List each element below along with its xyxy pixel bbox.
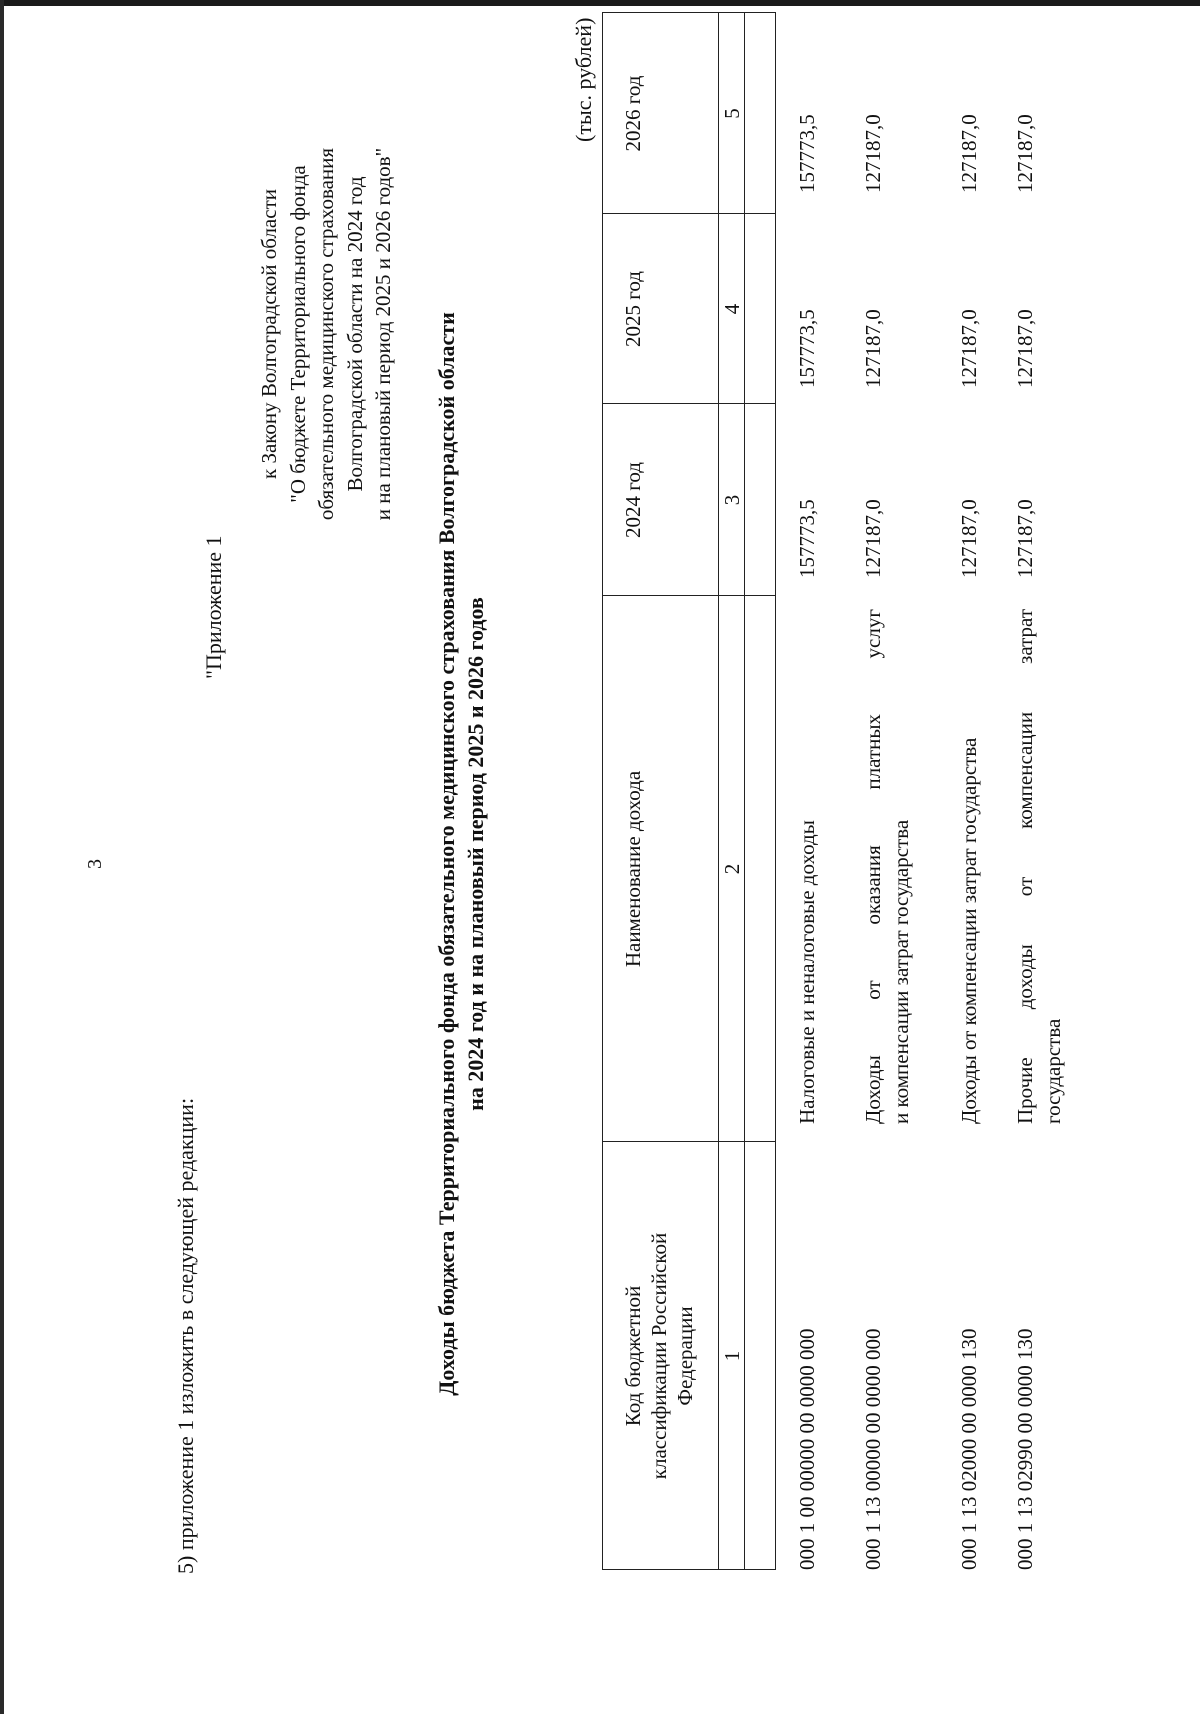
annex-line: Волгоградской области на 2024 год	[342, 176, 367, 492]
header-2025: 2025 год	[621, 271, 645, 347]
header-name: Наименование дохода	[621, 770, 645, 968]
document-title-line1: Доходы бюджета Территориального фонда обязательного медицинского страхования Волгоградской области	[434, 312, 459, 1396]
row-name	[1011, 609, 1067, 1124]
row-value-2025: 127187,0	[861, 309, 885, 388]
page-number: 3	[84, 859, 106, 869]
annex-line: и на плановый период 2025 и 2026 годов"	[371, 147, 395, 521]
document-title	[432, 234, 490, 1474]
row-value-2026: 157773,5	[795, 114, 819, 193]
column-number: 3	[720, 494, 744, 506]
row-code: 000 1 13 00000 00 0000 000	[861, 1328, 885, 1570]
row-name-line: государства	[1041, 1018, 1065, 1124]
table-border-top	[602, 12, 603, 1570]
column-number: 4	[720, 303, 744, 315]
row-name-line: Прочие доходы от компенсации затрат	[1013, 609, 1037, 1124]
row-name: Доходы от компенсации затрат государства	[957, 737, 981, 1124]
row-code: 000 1 13 02990 00 0000 130	[1013, 1328, 1037, 1570]
header-code: Код бюджетной классификации Российской Федерации	[621, 1232, 697, 1480]
row-code: 000 1 00 00000 00 0000 000	[795, 1328, 819, 1570]
row-value-2024: 127187,0	[1013, 499, 1037, 578]
row-name-line: Доходы от оказания платных услуг	[861, 609, 885, 1124]
row-value-2026: 127187,0	[1013, 114, 1037, 193]
annex-line: к Закону Волгоградской области	[257, 189, 281, 479]
column-number: 2	[720, 863, 744, 875]
row-name-line: и компенсации затрат государства	[889, 819, 913, 1124]
unit-label: (тыс. рублей)	[571, 17, 596, 142]
header-2024: 2024 год	[621, 462, 645, 538]
row-value-2024: 127187,0	[957, 499, 981, 578]
row-value-2024: 157773,5	[795, 499, 819, 578]
table-body-top	[775, 12, 776, 1570]
column-number: 1	[720, 1350, 744, 1362]
column-number: 5	[720, 108, 744, 119]
row-value-2025: 127187,0	[1013, 309, 1037, 388]
row-value-2026: 127187,0	[957, 114, 981, 193]
row-value-2025: 127187,0	[957, 309, 981, 388]
annex-title: "Приложение 1	[201, 535, 226, 679]
row-name: Налоговые и неналоговые доходы	[795, 820, 819, 1124]
document-title-line2: на 2024 год и на плановый период 2025 и 2026 годов	[463, 597, 488, 1111]
header-2026: 2026 год	[621, 75, 645, 152]
annex-reference	[255, 0, 398, 679]
row-name	[859, 609, 915, 1124]
intro-text: 5) приложение 1 изложить в следующей редакции:	[173, 1097, 198, 1574]
annex-line: обязательного медицинского страхования	[314, 147, 338, 521]
annex-line: "О бюджете Территориального фонда	[285, 165, 310, 503]
row-value-2025: 157773,5	[795, 309, 819, 388]
row-value-2024: 127187,0	[861, 499, 885, 578]
row-code: 000 1 13 02000 00 0000 130	[957, 1328, 981, 1570]
row-value-2026: 127187,0	[861, 114, 885, 193]
